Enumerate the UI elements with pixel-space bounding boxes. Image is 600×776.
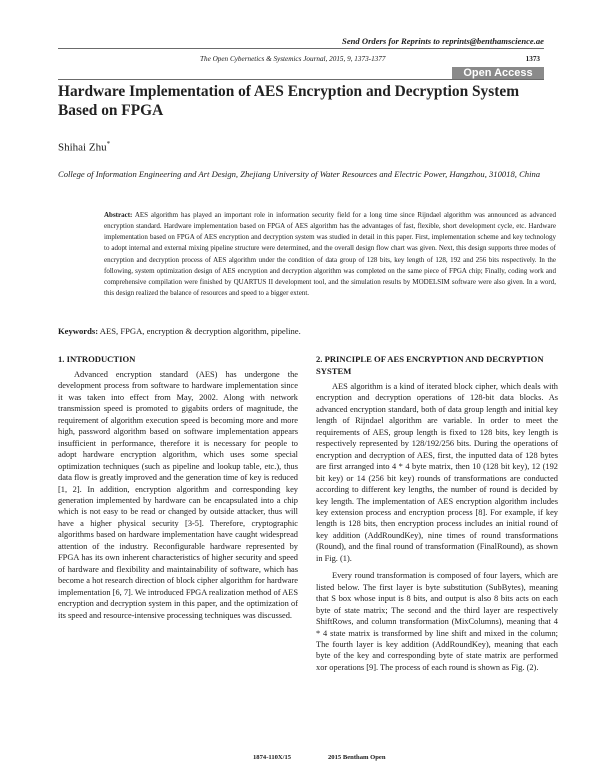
abstract-label: Abstract: [104,211,133,219]
corresponding-author-mark: * [106,140,111,148]
article-title: Hardware Implementation of AES Encryption and Decryption System Based on FPGA [58,83,520,119]
section-heading-introduction: 1. INTRODUCTION [58,354,136,364]
footer-issn: 1874-110X/15 [253,754,292,761]
journal-citation: The Open Cybernetics & Systemics Journal, 2015, 9, 1373-1377 [200,55,386,63]
section-heading-principle: 2. PRINCIPLE OF AES ENCRYPTION AND DECRYPTION SYSTEM [316,354,544,376]
keywords [58,326,301,336]
page-number: 1373 [525,55,540,63]
introduction-body [58,369,298,621]
author-line [58,140,110,154]
abstract-text: AES algorithm has played an important role in information security field for a long time since Rijndael algorithm was announced as advanced encryption standard. Hardware implementation based on FPGA of AES algorithm has the advantages of fast, flexible, short development cycle, etc. Hardware implementation based on FPGA of AES encryption and decryption system was studied in detail in this paper. First, implementation scheme and key technology to adopt internal and external mixing pipeline structure were determined, and the overall design flow chart was given. Next, this design supports three modes of encryption and decryption process of AES algorithm under the condition of data group of 128 bits, key length of 128, 192 and 256 bits respectively. In the following, system optimization design of AES encryption and decryption algorithm was completed on the same piece of FPGA chip; Finally, coding work and comprehensive compilation were finished by QUARTUS II development tool, and the simulation results by MODELSIM software were also given. In a word, this design realized the balance of resources and speed to a bigger extent. [104,211,556,298]
open-access-rule [58,79,544,80]
author-name: Shihai Zhu [58,141,107,154]
affiliation: College of Information Engineering and Art Design, Zhejiang University of Water Resources and Electric Power, Hangzhou, 310018, China [58,169,541,179]
abstract [104,210,556,299]
keywords-label: Keywords: [58,326,99,336]
header-rule [58,48,544,49]
keywords-text: AES, FPGA, encryption & decryption algorithm, pipeline. [99,326,301,336]
reprints-notice: Send Orders for Reprints to reprints@benthamscience.ae [342,36,544,46]
principle-paragraph-1: AES algorithm is a kind of iterated block cipher, which deals with encryption and decryption operations of 128-bit data blocks. As advanced encryption standard, both of data group length and initial key length of Rijndael algorithm are variable. In order to meet the requirements of AES, group length is fixed to 128 bits, key length is respectively represented by 128/192/256 bits. During the operations of encryption and decryption of AES, first, the inputted data of 128 bytes are first arranged into 4 * 4 byte matrix, then 10 (128 bit key), 12 (192 bit key) or 14 (256 bit key) rounds of transformations are conducted according to different key lengths, the number of round is decided by key length. The implementation of AES encryption algorithm includes key extension process and encryption process [8]. For example, if key length is 128 bits, then encryption process includes an initial round of key addition (AddRoundKey), nine times of round transformations (Round), and the final round of transformation (FinalRound), as shown in Fig. (1). [316,382,558,563]
introduction-paragraph: Advanced encryption standard (AES) has undergone the development process from software to hardware implementation since it was taken into effect from May, 2002. Along with network transmission speed is promoted to gigabits orders of magnitude, the requirement of algorithm execution speed is becoming more and more high, password algorithm based on software implementation appears insufficient in performance, therefore it is necessary for people to adopt hardware encryption algorithm, which uses some special optimization techniques (such as pipeline and lookup table, etc.), thus data flow is greatly improved and the generation time of key is reduced [1, 2]. In addition, encryption algorithm and corresponding key generation implemented by hardware can be encapsulated into a chip which is not easy to be read or changed by outside attacker, thus will have a higher physical security [3-5]. Therefore, cryptographic algorithms based on hardware implementation have caught widespread attention of the industry. Reconfigurable hardware represented by FPGA has its own inherent characteristics of higher security and speed of hardware and flexibility and maintainability of software, which has become a hot research direction of block cipher algorithm for hardware implementation [6, 7]. We introduced FPGA realization method of AES encryption and decryption system in this paper, and the optimization of its speed and resource-intensive processing techniques was discussed. [58,370,298,620]
open-access-badge: Open Access [452,67,544,80]
footer-publisher: 2015 Bentham Open [328,754,386,761]
principle-paragraph-2: Every round transformation is composed of four layers, which are listed below. The first layer is byte substitution (SubBytes), meaning that S box whose input is 8 bits, and output is also 8 bits acts on each byte of state matrix; The second and the third layer are respectively ShiftRows, and column transformation (MixColumns), meaning that 4 * 4 state matrix is transformed by line shift and mixed in the column; The fourth layer is key addition (AddRoundKey), meaning that each byte of the key and corresponding byte of state matrix are performed xor operations [9]. The process of each round is shown as Fig. (2). [316,571,558,672]
principle-body [316,381,558,673]
